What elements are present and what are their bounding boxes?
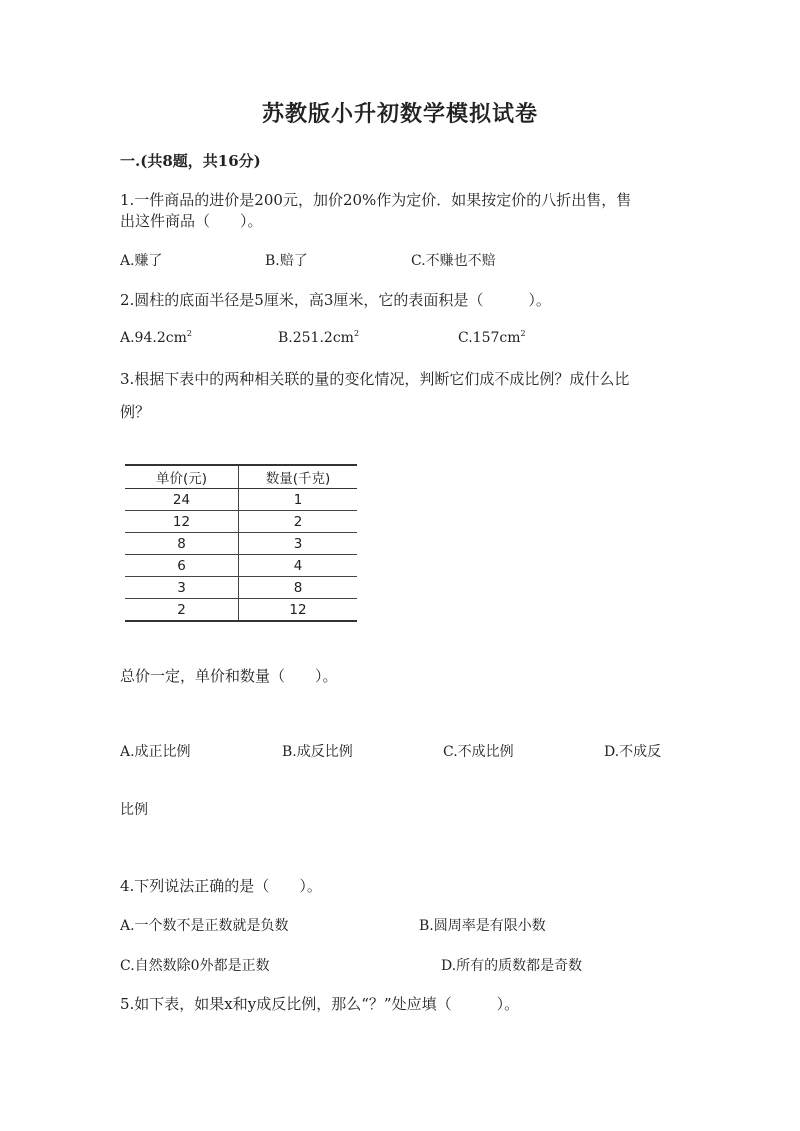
- table-header-row: [125, 465, 357, 489]
- q3-text-line2: 例？: [120, 403, 151, 421]
- table-header-quantity: 数量(千克): [239, 465, 358, 489]
- q3-option-b: B.成反比例: [282, 744, 353, 760]
- table-cell-quantity: 2: [239, 511, 358, 533]
- table-row: [125, 555, 357, 577]
- table-cell-quantity: 4: [239, 555, 358, 577]
- table-cell-quantity: 8: [239, 577, 358, 599]
- q4-option-a: A.一个数不是正数就是负数: [120, 918, 289, 934]
- table-cell-quantity: 3: [239, 533, 358, 555]
- table-cell-price: 3: [125, 577, 239, 599]
- q1-text-line1: 1.一件商品的进价是200元，加价20%作为定价．如果按定价的八折出售，售: [120, 191, 632, 209]
- exam-title: 苏教版小升初数学模拟试卷: [261, 101, 538, 127]
- q1-text-line2: 出这件商品（ ）。: [120, 212, 263, 230]
- q1-option-a: A.赚了: [120, 253, 163, 269]
- q2-option-c: $C.157cm^2$: [458, 329, 526, 346]
- table-row: [125, 533, 357, 555]
- q1-option-c: C.不赚也不赔: [411, 253, 496, 269]
- q3-option-a: A.成正比例: [120, 744, 191, 760]
- q5-text: 5.如下表，如果x和y成反比例，那么“？”处应填（ ）。: [120, 995, 520, 1013]
- q3-option-d: D.不成反: [604, 744, 662, 760]
- q3-text-line1: 3.根据下表中的两种相关联的量的变化情况，判断它们成不成比例？成什么比: [120, 370, 630, 388]
- table-cell-price: 8: [125, 533, 239, 555]
- q2-text: 2.圆柱的底面半径是5厘米，高3厘米，它的表面积是（ ）。: [120, 291, 551, 309]
- q1-option-b: B.赔了: [265, 253, 308, 269]
- price-quantity-table: [125, 464, 357, 622]
- q3-prompt: 总价一定，单价和数量（ ）。: [120, 667, 338, 685]
- q3-option-d-continuation: 比例: [120, 802, 148, 818]
- q4-option-d: D.所有的质数都是奇数: [441, 958, 583, 974]
- table-row: [125, 489, 357, 511]
- table-cell-price: 2: [125, 599, 239, 622]
- table-cell-price: 6: [125, 555, 239, 577]
- table-cell-price: 12: [125, 511, 239, 533]
- table-header-price: 单价(元): [125, 465, 239, 489]
- table-row: [125, 577, 357, 599]
- q3-option-c: C.不成比例: [443, 744, 514, 760]
- table-cell-price: 24: [125, 489, 239, 511]
- section-heading: 一.(共8题，共16分): [120, 152, 261, 170]
- table-row: [125, 511, 357, 533]
- table-row: [125, 599, 357, 622]
- table-cell-quantity: 12: [239, 599, 358, 622]
- q4-text: 4.下列说法正确的是（ ）。: [120, 877, 322, 895]
- q4-option-c: C.自然数除0外都是正数: [120, 958, 270, 974]
- q4-option-b: B.圆周率是有限小数: [419, 918, 546, 934]
- q2-option-b: $B.251.2cm^2$: [278, 329, 360, 346]
- table-cell-quantity: 1: [239, 489, 358, 511]
- q2-option-a: $A.94.2cm^2$: [120, 329, 192, 346]
